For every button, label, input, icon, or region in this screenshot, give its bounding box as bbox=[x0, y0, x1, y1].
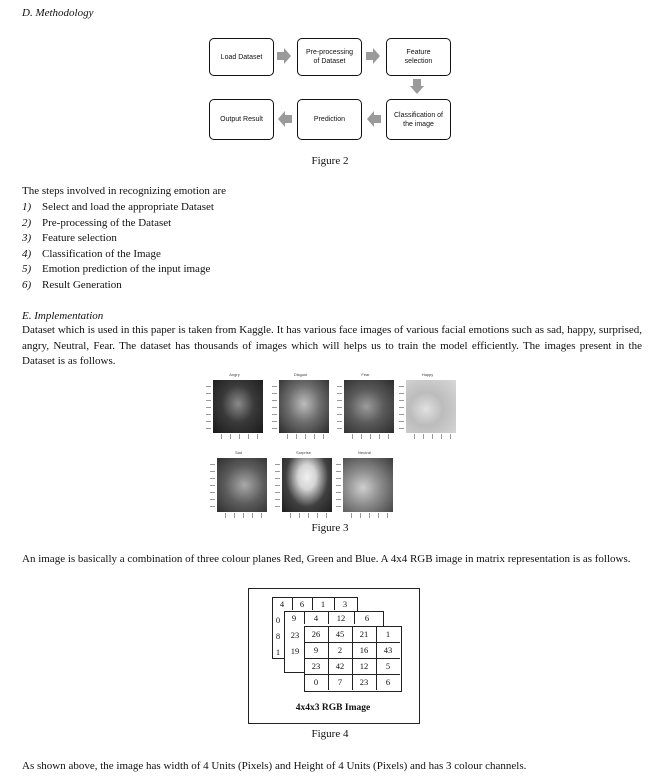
matrix-cell: 1 bbox=[275, 647, 281, 657]
matrix-cell: 43 bbox=[383, 645, 393, 655]
matrix-cell: 19 bbox=[290, 646, 300, 656]
matrix-gridline bbox=[292, 598, 293, 610]
list-item bbox=[22, 278, 422, 294]
matrix-label: 4x4x3 RGB Image bbox=[295, 703, 371, 713]
image-axis bbox=[337, 380, 342, 433]
image-axis bbox=[343, 513, 393, 518]
matrix-gridline bbox=[328, 612, 329, 624]
image-axis bbox=[272, 380, 277, 433]
image-title: Neutral bbox=[358, 450, 371, 455]
steps-list bbox=[22, 200, 422, 293]
face-image bbox=[217, 458, 267, 512]
matrix-cell: 0 bbox=[275, 615, 281, 625]
list-item bbox=[22, 231, 422, 247]
implementation-paragraph: Dataset which is used in this paper is taken from Kaggle. It has various face images of various facial emotions such as sad, happy, surprised, angry, Neutral, Fear. The dataset has thousands of images which will helps us to train the model efficiently. The images present in the Dataset is as follows. bbox=[22, 324, 642, 367]
list-item bbox=[22, 262, 422, 278]
matrix-cell: 0 bbox=[313, 677, 319, 687]
emotion-image-angry bbox=[206, 372, 263, 439]
matrix-cell: 23 bbox=[359, 677, 369, 687]
matrix-cell: 9 bbox=[313, 645, 319, 655]
flow-box-classification bbox=[386, 99, 451, 140]
matrix-cell: 9 bbox=[291, 613, 297, 623]
matrix-cell: 16 bbox=[359, 645, 369, 655]
matrix-cell: 4 bbox=[279, 599, 285, 609]
matrix-cell: 4 bbox=[313, 613, 319, 623]
image-axis bbox=[399, 380, 404, 433]
flow-label: the image bbox=[403, 120, 434, 128]
list-text: Pre-processing of the Dataset bbox=[42, 216, 172, 229]
image-axis bbox=[206, 380, 211, 433]
matrix-cell: 1 bbox=[385, 629, 391, 639]
matrix-cell: 6 bbox=[299, 599, 305, 609]
matrix-cell: 7 bbox=[337, 677, 343, 687]
emotion-image-sad bbox=[210, 450, 267, 518]
list-text: Emotion prediction of the input image bbox=[42, 263, 211, 275]
image-axis bbox=[282, 513, 332, 518]
matrix-gridline bbox=[312, 598, 313, 610]
image-title: Fear bbox=[361, 372, 370, 377]
section-heading-methodology: D. Methodology bbox=[22, 7, 94, 19]
emotion-image-surprise bbox=[275, 450, 332, 518]
emotion-image-disgust bbox=[272, 372, 329, 439]
matrix-cell: 12 bbox=[359, 661, 369, 671]
matrix-cell: 12 bbox=[336, 613, 346, 623]
face-image bbox=[279, 380, 329, 433]
emotion-image-neutral bbox=[336, 450, 393, 518]
flow-box-prediction bbox=[297, 99, 362, 140]
image-axis bbox=[275, 458, 280, 512]
matrix-cell: 21 bbox=[359, 629, 369, 639]
list-number: 1) bbox=[22, 201, 32, 213]
flow-label: Classification of bbox=[393, 111, 444, 119]
image-axis bbox=[279, 434, 329, 439]
flow-box-load-dataset bbox=[209, 38, 274, 76]
list-item bbox=[22, 247, 422, 263]
matrix-cell: 26 bbox=[311, 629, 321, 639]
matrix-cell: 45 bbox=[335, 629, 345, 639]
image-axis bbox=[406, 434, 456, 439]
list-number: 2) bbox=[22, 216, 32, 229]
flow-label: Output Result bbox=[220, 116, 263, 123]
face-image bbox=[344, 380, 394, 433]
flow-label: Prediction bbox=[313, 116, 346, 123]
list-text: Classification of the Image bbox=[42, 247, 161, 260]
matrix-cell: 23 bbox=[290, 630, 300, 640]
matrix-gridline bbox=[354, 612, 355, 624]
steps-intro: The steps involved in recognizing emotion are bbox=[22, 185, 227, 197]
matrix-cell: 6 bbox=[385, 677, 391, 687]
image-title: Surprise bbox=[296, 450, 311, 455]
figure-2-caption: Figure 2 bbox=[311, 155, 349, 167]
matrix-cell: 6 bbox=[364, 613, 370, 623]
arrow-left-icon bbox=[278, 111, 292, 127]
flow-label: Load Dataset bbox=[220, 53, 263, 61]
flow-label: selection bbox=[404, 58, 433, 65]
figure-4-caption: Figure 4 bbox=[311, 728, 349, 740]
matrix-gridline bbox=[334, 598, 335, 610]
matrix-gridline bbox=[304, 612, 305, 624]
list-item bbox=[22, 216, 422, 232]
arrow-left-icon bbox=[367, 111, 381, 127]
image-title: Sad bbox=[234, 450, 243, 455]
matrix-cell: 8 bbox=[275, 631, 281, 641]
image-axis bbox=[213, 434, 263, 439]
image-axis bbox=[210, 458, 215, 512]
arrow-down-icon bbox=[410, 79, 424, 94]
matrix-cell: 1 bbox=[320, 599, 326, 609]
list-text: Feature selection bbox=[42, 232, 117, 244]
image-title: Angry bbox=[229, 372, 240, 377]
matrix-cell: 2 bbox=[337, 645, 343, 655]
closing-paragraph: As shown above, the image has width of 4 Units (Pixels) and Height of 4 Units (Pixels) and has 3 colour channels. bbox=[22, 760, 527, 772]
image-axis bbox=[344, 434, 394, 439]
list-number: 3) bbox=[22, 232, 32, 244]
matrix-cell: 5 bbox=[385, 661, 391, 671]
list-number: 4) bbox=[22, 247, 32, 260]
face-image bbox=[213, 380, 263, 433]
face-image bbox=[282, 458, 332, 512]
list-number: 6) bbox=[22, 278, 32, 291]
flow-label: Pre-processing bbox=[305, 49, 354, 56]
arrow-right-icon bbox=[366, 48, 380, 64]
rgb-paragraph: An image is basically a combination of three colour planes Red, Green and Blue. A 4x4 RGB image in matrix representation is as follows. bbox=[22, 553, 631, 565]
image-axis bbox=[336, 458, 341, 512]
list-text: Select and load the appropriate Dataset bbox=[42, 201, 214, 213]
flow-label: of Dataset bbox=[313, 58, 346, 65]
flow-box-feature-selection bbox=[386, 38, 451, 76]
matrix-cell: 42 bbox=[335, 661, 345, 671]
list-item bbox=[22, 200, 422, 216]
face-image bbox=[406, 380, 456, 433]
flow-box-output-result bbox=[209, 99, 274, 140]
matrix-cell: 23 bbox=[311, 661, 321, 671]
figure-3-caption: Figure 3 bbox=[311, 522, 349, 534]
list-text: Result Generation bbox=[42, 278, 122, 291]
arrow-right-icon bbox=[277, 48, 291, 64]
image-title: Happy bbox=[421, 372, 434, 377]
emotion-image-happy bbox=[399, 372, 456, 439]
emotion-image-fear bbox=[337, 372, 394, 439]
list-number: 5) bbox=[22, 263, 32, 275]
image-title: Disgust bbox=[293, 372, 308, 377]
matrix-cell: 3 bbox=[342, 599, 348, 609]
image-axis bbox=[217, 513, 267, 518]
section-heading-implementation: E. Implementation bbox=[22, 310, 104, 322]
flow-label: Feature bbox=[406, 49, 431, 56]
flow-box-preprocessing bbox=[297, 38, 362, 76]
face-image bbox=[343, 458, 393, 512]
